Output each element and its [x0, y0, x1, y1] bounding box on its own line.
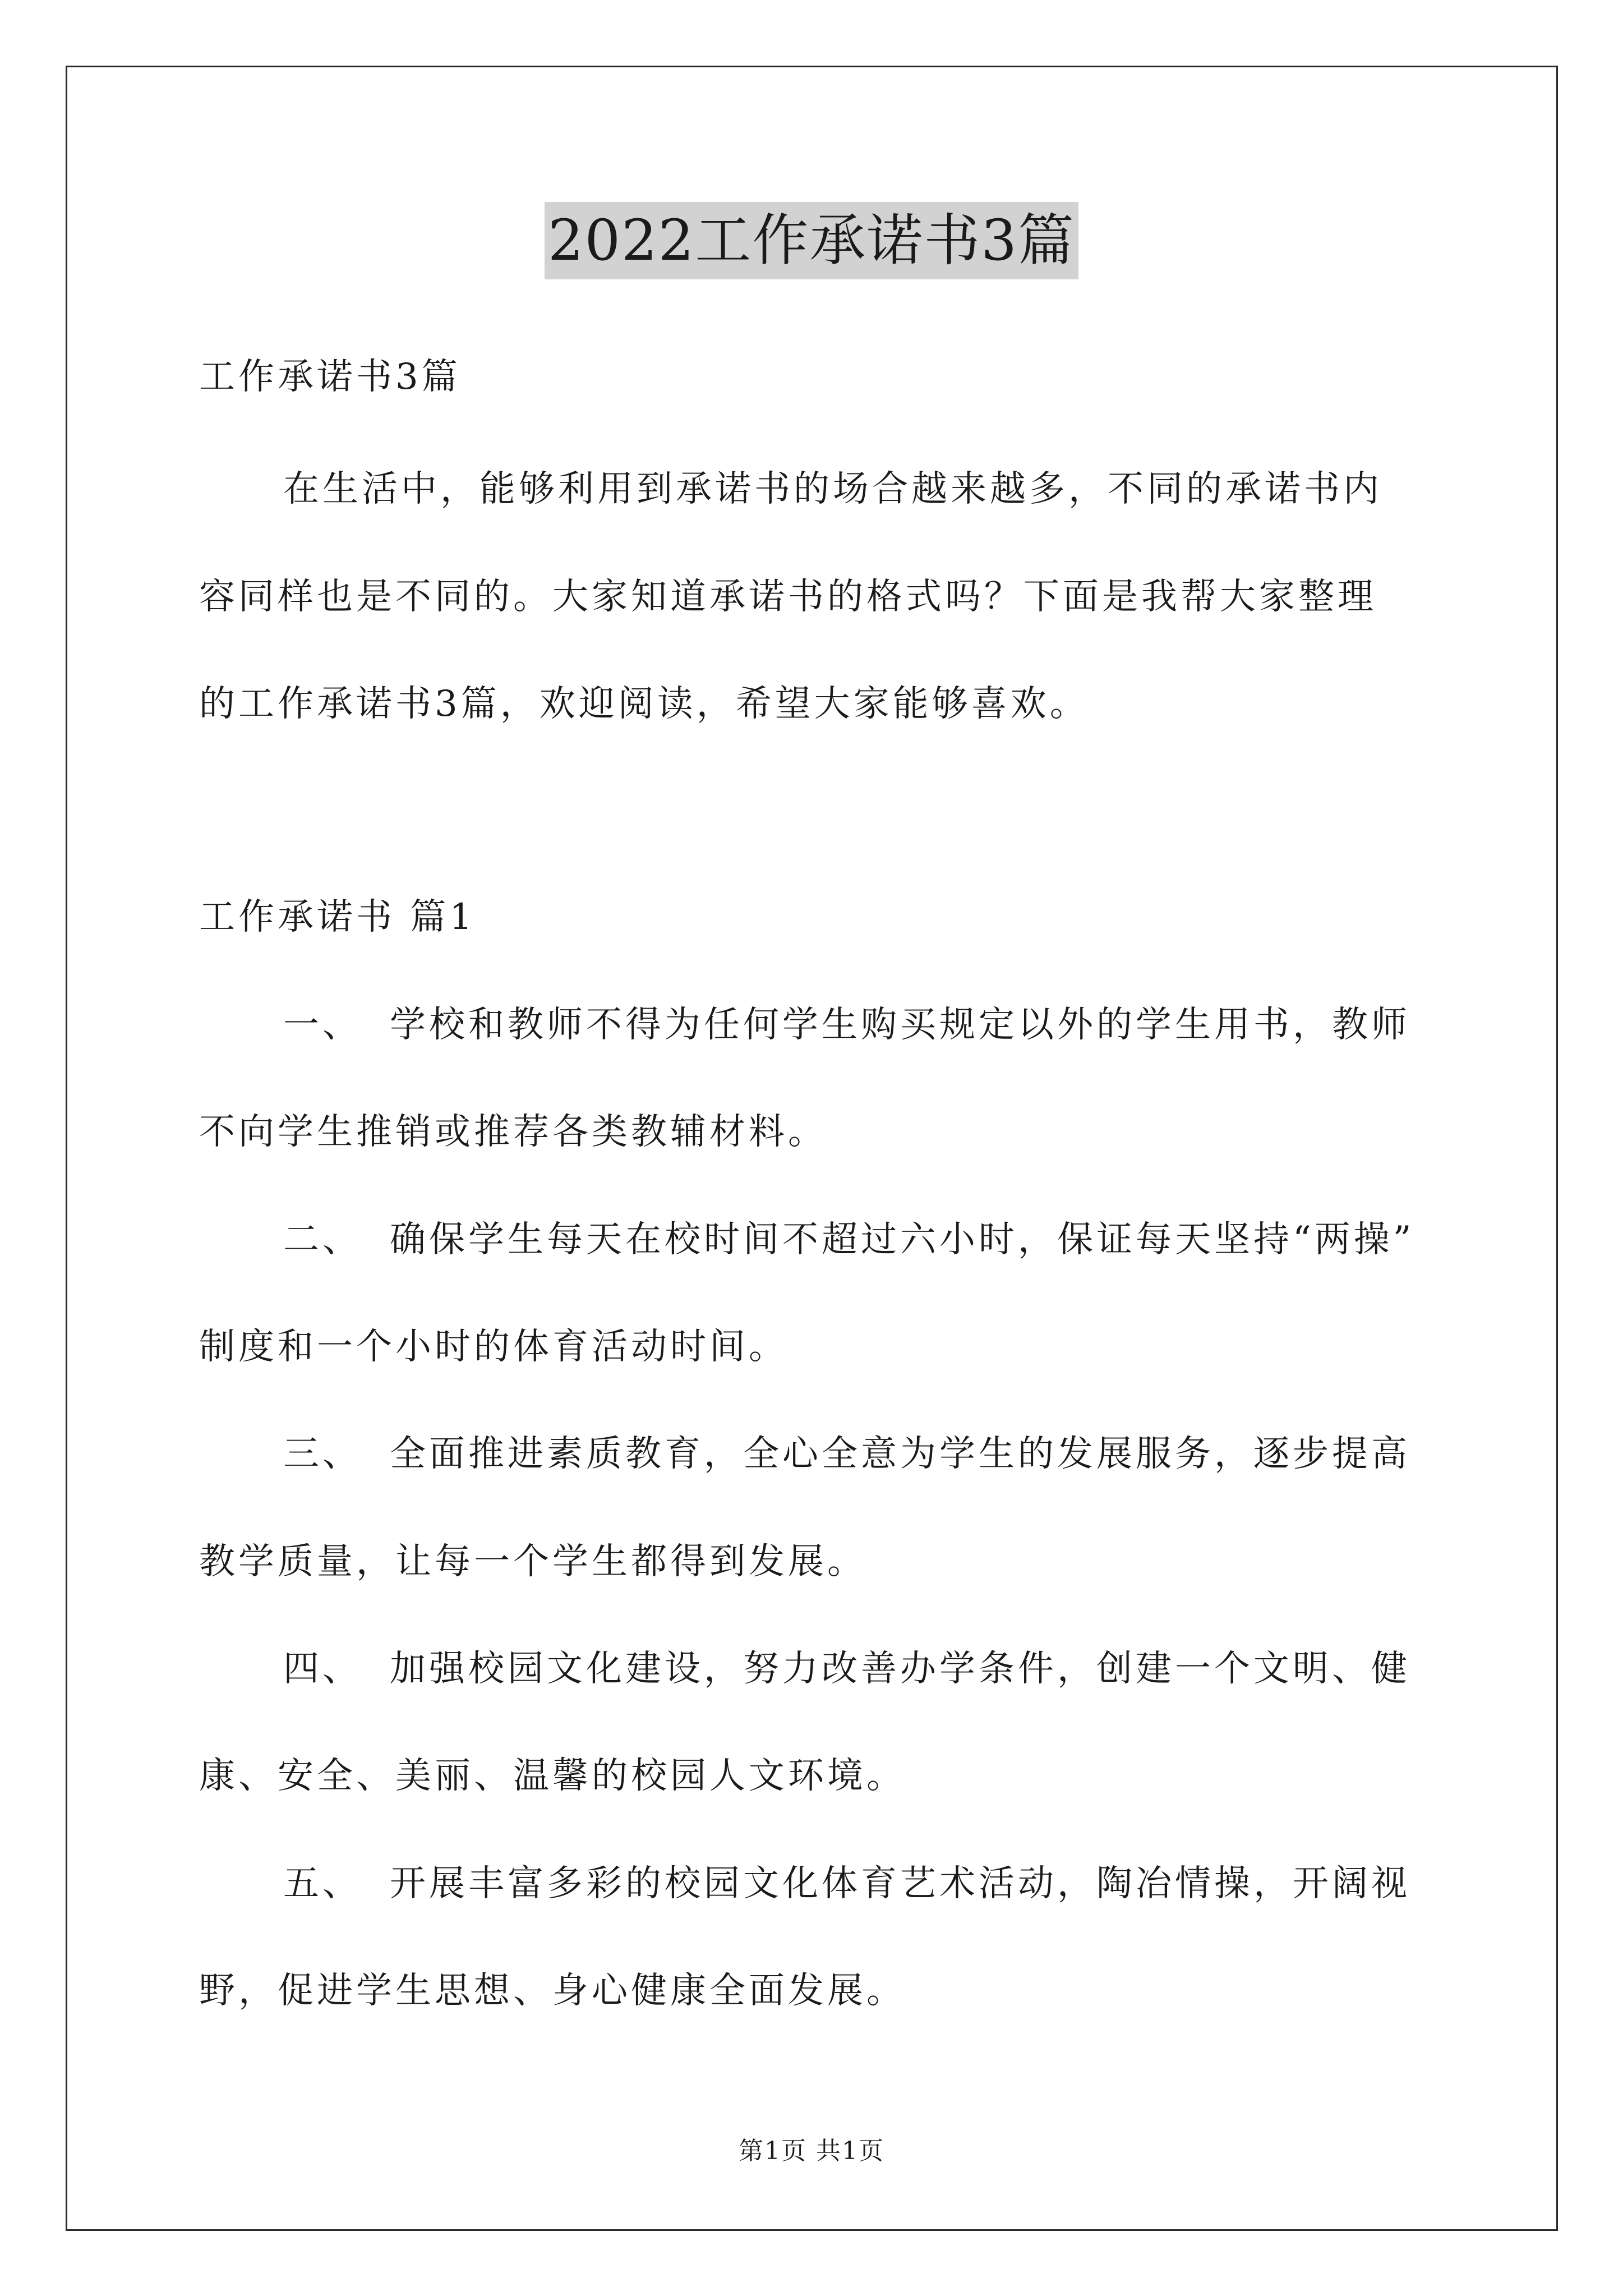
item-4-line-1	[283, 1640, 1410, 1691]
page-footer: 第1页 共1页	[739, 2137, 884, 2165]
intro-line-3: 的工作承诺书3篇，欢迎阅读，希望大家能够喜欢。	[199, 683, 1089, 725]
item-3-text: 全面推进素质教育，全心全意为学生的发展服务，逐步提高	[390, 1433, 1410, 1475]
item-5-line-1	[283, 1855, 1410, 1906]
item-3-line-1	[283, 1425, 1410, 1476]
document-title: 2022工作承诺书3篇	[545, 202, 1078, 279]
item-3-line-2: 教学质量，让每一个学生都得到发展。	[199, 1541, 866, 1582]
item-1-line-1	[283, 996, 1410, 1047]
item-1-text: 学校和教师不得为任何学生购买规定以外的学生用书，教师	[390, 1004, 1410, 1046]
title-container	[0, 202, 1623, 279]
item-4-line-2: 康、安全、美丽、温馨的校园人文环境。	[199, 1755, 906, 1797]
item-1-label: 一、	[283, 1004, 362, 1046]
intro-line-2: 容同样也是不同的。大家知道承诺书的格式吗？下面是我帮大家整理	[199, 576, 1377, 618]
item-3-label: 三、	[283, 1433, 362, 1475]
item-4-text: 加强校园文化建设，努力改善办学条件，创建一个文明、健	[390, 1648, 1410, 1690]
item-4-label: 四、	[283, 1648, 362, 1690]
item-5-text: 开展丰富多彩的校园文化体育艺术活动，陶冶情操，开阔视	[390, 1863, 1410, 1904]
item-2-line-2: 制度和一个小时的体育活动时间。	[199, 1326, 788, 1368]
intro-line-1: 在生活中，能够利用到承诺书的场合越来越多，不同的承诺书内	[283, 468, 1382, 510]
item-2-line-1	[283, 1211, 1414, 1262]
item-2-label: 二、	[283, 1219, 362, 1260]
item-5-label: 五、	[283, 1863, 362, 1904]
item-5-line-2: 野，促进学生思想、身心健康全面发展。	[199, 1970, 906, 2012]
section-heading: 工作承诺书 篇1	[199, 896, 476, 938]
document-subtitle: 工作承诺书3篇	[199, 356, 461, 398]
item-1-line-2: 不向学生推销或推荐各类教辅材料。	[199, 1111, 827, 1153]
item-2-text: 确保学生每天在校时间不超过六小时，保证每天坚持“两操”	[390, 1219, 1415, 1260]
